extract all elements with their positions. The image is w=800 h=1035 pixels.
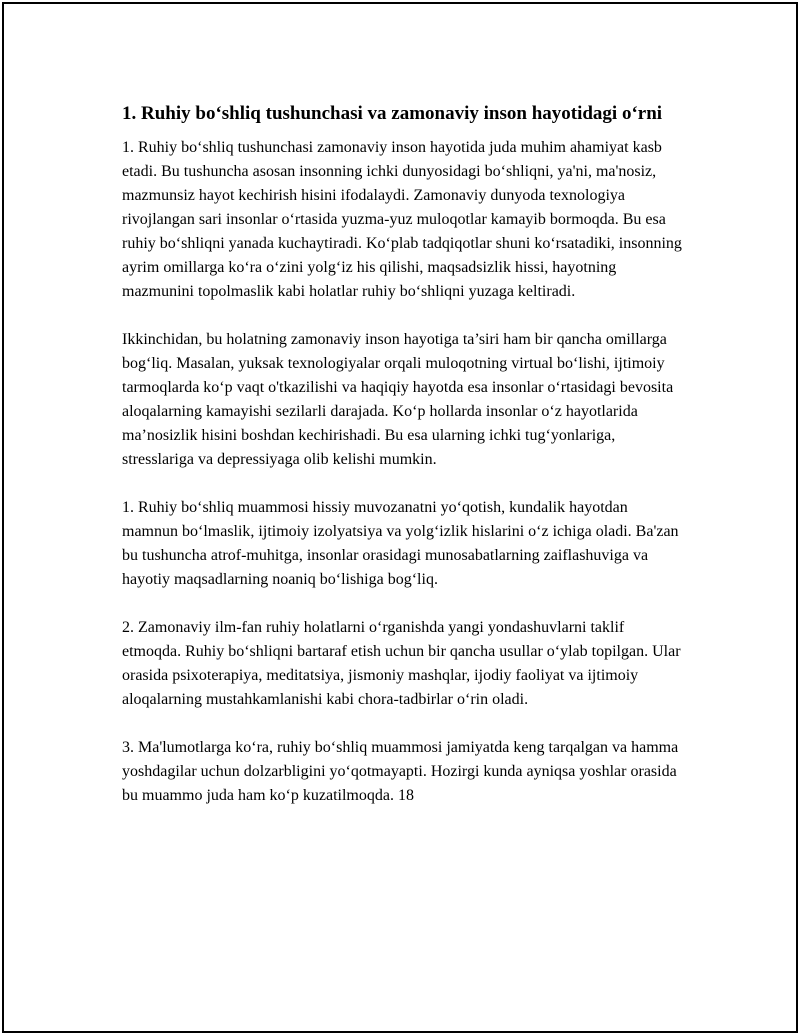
paragraph-5: 3. Ma'lumotlarga ko‘ra, ruhiy bo‘shliq muammosi jamiyatda keng tarqalgan va hamma yoshdagilar uchun dolzarbligini yo‘qotmayapti. Hozirgi kunda ayniqsa yoshlar orasida bu muammo juda ham ko‘p kuzatilmoqda. 18 <box>122 739 679 804</box>
paragraph-3: 1. Ruhiy bo‘shliq muammosi hissiy muvozanatni yo‘qotish, kundalik hayotdan mamnun bo‘lmaslik, ijtimoiy izolyatsiya va yolg‘izlik hislarini o‘z ichiga oladi. Ba'zan bu tushuncha atrof-muhitga, insonlar orasidagi munosabatlarning zaiflashuviga va hayotiy maqsadlarning noaniq bo‘lishiga bog‘liq. <box>122 499 679 588</box>
paragraph-4: 2. Zamonaviy ilm-fan ruhiy holatlarni o‘rganishda yangi yondashuvlarni taklif etmoqda. Ruhiy bo‘shliqni bartaraf etish uchun bir qancha usullar o‘ylab topilgan. Ular orasida psixoterapiya, meditatsiya, jismoniy mashqlar, ijodiy faoliyat va ijtimoiy aloqalarning mustahkamlanishi kabi chora-tadbirlar o‘rin oladi. <box>122 619 681 708</box>
page-title: 1. Ruhiy bo‘shliq tushunchasi va zamonaviy inson hayotidagi o‘rni <box>122 103 663 124</box>
page-frame <box>2 2 798 1033</box>
paragraph-2: Ikkinchidan, bu holatning zamonaviy inson hayotiga ta’siri ham bir qancha omillarga bog‘liq. Masalan, yuksak texnologiyalar orqali muloqotning virtual bo‘lishi, ijtimoiy tarmoqlarda ko‘p vaqt o'tkazilishi va haqiqiy hayotda esa insonlar o‘rtasidagi bevosita aloqalarning kamayishi sezilarli darajada. Ko‘p hollarda insonlar o‘z hayotlarida ma’nosizlik hisini boshdan kechirishadi. Bu esa ularning ichki tug‘yonlariga, stresslariga va depressiyaga olib kelishi mumkin. <box>122 331 674 468</box>
document-body <box>122 99 687 832</box>
paragraph-1: 1. Ruhiy bo‘shliq tushunchasi zamonaviy inson hayotida juda muhim ahamiyat kasb etadi. Bu tushuncha asosan insonning ichki dunyosidagi bo‘shliqni, ya'ni, ma'nosiz, mazmunsiz hayot kechirish hisini ifodalaydi. Zamonaviy dunyoda texnologiya rivojlangan sari insonlar o‘rtasida yuzma-yuz muloqotlar kamayib bormoqda. Bu esa ruhiy bo‘shliqni yanada kuchaytiradi. Ko‘plab tadqiqotlar shuni ko‘rsatadiki, insonning ayrim omillarga ko‘ra o‘zini yolg‘iz his qilishi, maqsadsizlik hissi, hayotning mazmunini topolmaslik kabi holatlar ruhiy bo‘shliqni yuzaga keltiradi. <box>122 139 682 300</box>
